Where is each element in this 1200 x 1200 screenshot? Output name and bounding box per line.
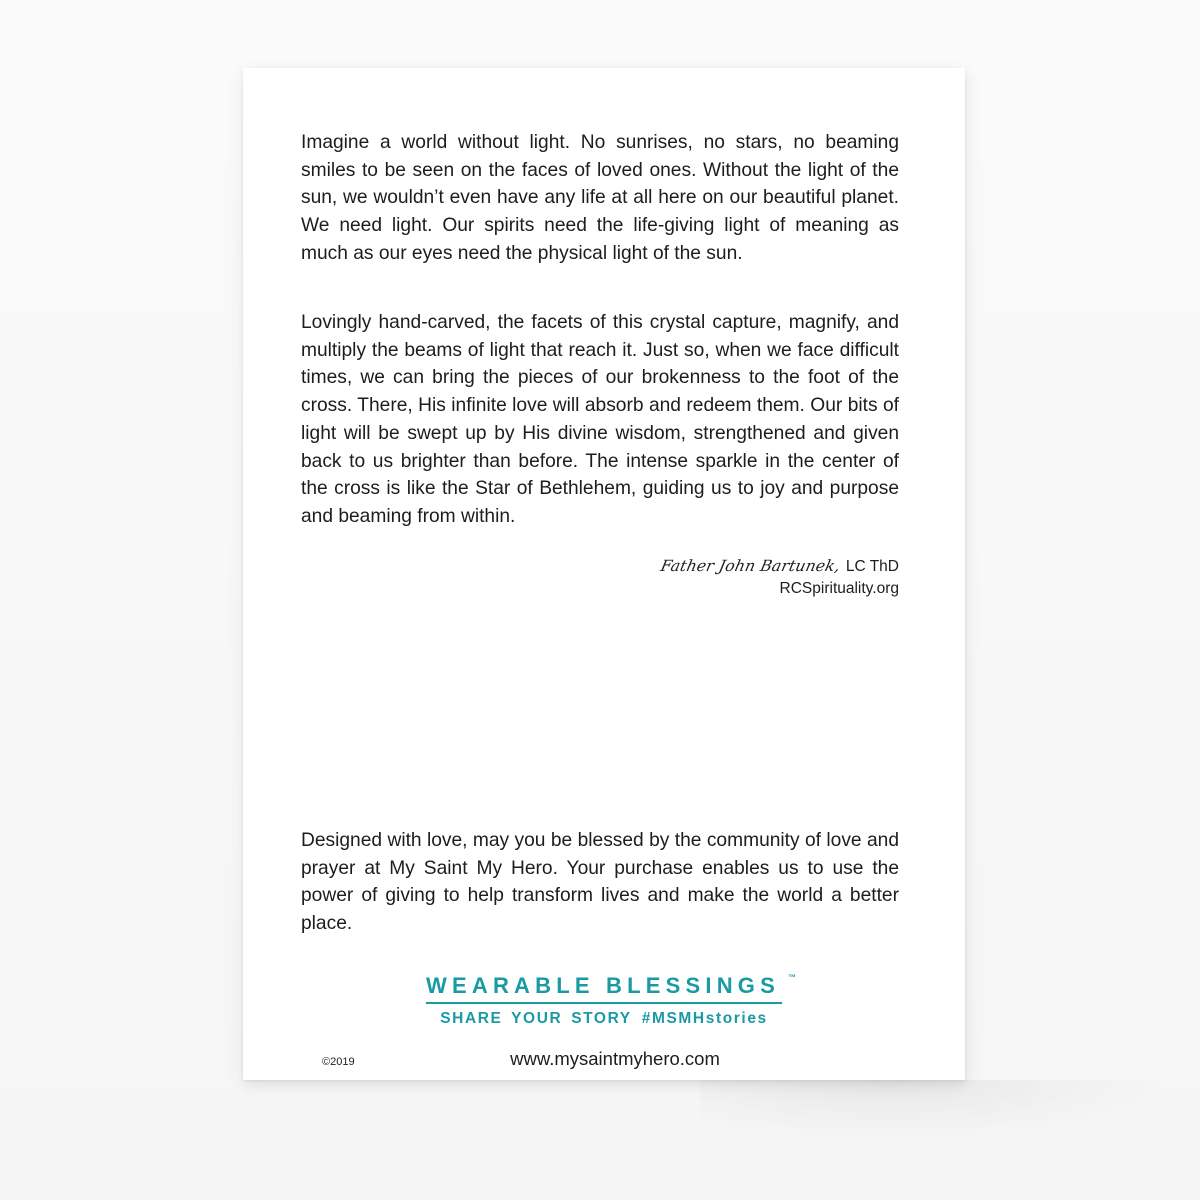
signature-block [658,554,899,599]
brand-title-underline [426,973,796,1004]
paragraph-community: Designed with love, may you be blessed by the community of love and prayer at My Saint My Hero. Your purchase enables us to use the power of giving to help transform lives and make the world a better place. [301,830,899,935]
signature-line [658,554,899,579]
paragraph-intro: Imagine a world without light. No sunrises, no stars, no beaming smiles to be seen on the faces of loved ones. Without the light of the sun, we wouldn’t even have any life at all here on our beautiful planet. We need light. Our spirits need the life-giving light of meaning as much as our eyes need the physical light of the sun. [301,132,899,264]
copyright: ©2019 [322,1056,355,1068]
signature-name: Father John Bartunek, [658,557,842,575]
brand-website: www.mysaintmyhero.com [510,1048,720,1069]
share-your-story: SHARE YOUR STORY [440,1010,632,1027]
blessing-card [243,68,965,1080]
signature-website: RCSpirituality.org [779,580,899,597]
hashtag: #MSMHstories [641,1010,768,1027]
brand-subtitle [243,1010,965,1028]
brand-title: WEARABLE BLESSINGS [426,973,780,998]
brand-block [243,973,965,1028]
paragraph-crystal: Lovingly hand-carved, the facets of this crystal capture, magnify, and multiply the beams of light that reach it. Just so, when we face difficult times, we can bring the pieces of our brokenness to the foot of the cross. There, His infinite love will absorb and redeem them. Our bits of light will be swept up by His divine wisdom, strengthened and given back to us brighter than before. The intense sparkle in the center of the cross is like the Star of Bethlehem, guiding us to joy and purpose and beaming from within. [301,312,899,527]
trademark-symbol: ™ [787,973,796,982]
card-shadow [700,1080,1170,1140]
signature-credentials: LC ThD [845,558,899,575]
